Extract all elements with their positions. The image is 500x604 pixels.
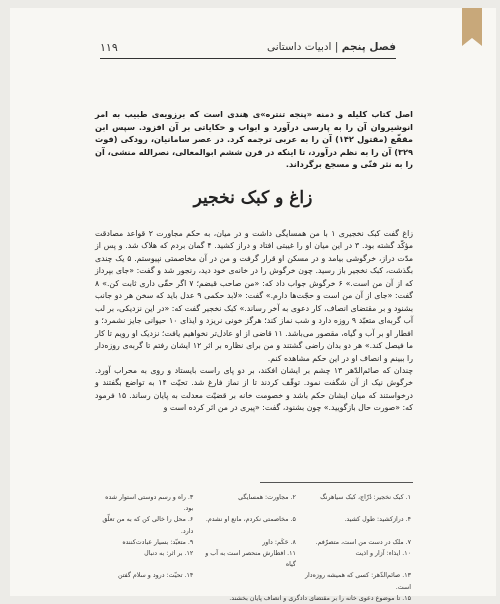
bookmark-icon[interactable] [462, 8, 482, 38]
footnotes [100, 492, 411, 604]
story-paragraph: زاغ گفت کبک نخجیری ۱ با من همسایگی داشت و در میان، به حکم مجاورت ۲ قواعد مصادقت مؤکّد گشته بود. ۳ در این میان او را غیبتی افتاد و دراز کشید. ۴ گمان بردم که هلاک شد. و پس از مدّت دراز، خرگوشی بیامد و در مسکن او قرار گرفت و من در آن مخاصمتی نپیوستم. ۵ یک چندی بگذشت، کبک نخجیر باز رسید. چون خرگوش را در خانه‌ی خود دید، رنجور شد و گفت: «جای بپرداز که از آن من است.» ۶ خرگوش جواب داد که: «من صاحب قبضم؛ ۷ اگر حقّی داری ثابت کن.» ۸ گفت: «جای از آن من است و حجّت‌ها دارم.» گفت: «لابد حکمی ۹ عدل باید که سخن هر دو جانب بشنود و بر مقتضای انصاف، کار دعوی به آخر رساند.» کبک نخجیر گفت که: «در این نزدیکی، بر لب آب گربه‌ای متعبّد ۹ روزه دارد و شب نماز کند؛ هرگز خونی نریزد و ایذای ۱۰ حیوانی جایز نشمرد؛ و افطار او بر آب و گیاه، مقصور می‌باشد. ۱۱ قاضی از او عادل‌تر نخواهیم یافت؛ نزدیک او رویم تا کار ما فیصل کند.» هر دو بدان راضی گشتند و من برای نظاره بر اثر ۱۲ ایشان رفتم تا گربه‌ی روزه‌دار را ببینم و انصاف او در این حکم مشاهده کنم. [95, 229, 414, 363]
footnote: ۳. راه و رسم دوستی استوار شده بود. [105, 494, 194, 513]
page-header [100, 36, 396, 59]
footnote: ۱۰. ایذاء: آزار و اذیت [355, 550, 411, 558]
footnote-row [100, 570, 411, 592]
footnote: ۹. متعبّد: بسیار عبادت‌کننده [122, 538, 194, 546]
story-title: زاغ و کبک نخجیر [193, 188, 313, 208]
footnote-row [100, 537, 411, 548]
footnote-row [100, 492, 411, 514]
story-paragraph: چندان که صائم‌الدّهر ۱۳ چشم بر ایشان افکند، بر دو پای راست بایستاد و روی به محراب آورد. خرگوش نیک از آن شگفت نمود. توقّف کردند تا از نماز فارغ شد. تحیّت ۱۴ به تواضع بگفتند و درخواستند که میان ایشان حکم باشد و خصومت خانه بر قضیّت معدلت به پایان رساند. ۱۵ فرمود که: «صورت حال بازگویید.» چون بشنود، گفت: «پیری در من اثر کرده است و [95, 365, 414, 413]
footnote: ۷. ملک در دست من است، متصرّفم. [315, 538, 411, 546]
section-label: ادبیات داستانی [266, 41, 332, 53]
chapter-label: فصل پنجم [341, 41, 396, 53]
footnote-row [100, 548, 411, 570]
footnote: ۶. محل را خالی کن که به من تعلّق دارد. [102, 516, 194, 535]
footnote: ۲. مجاورت: همسایگی [238, 494, 296, 501]
footnote: ۱۵. تا موضوع دعوی خانه را بر مقتضای دادگری و انصاف پایان بخشند. [229, 594, 411, 602]
footnote: ۱. کبک نخجیر: دُرّاج، کبک سیاهرنگ [320, 494, 411, 501]
footnote: ۵. مخاصمتی نکردم، مانع او نشدم. [205, 516, 296, 524]
book-page [10, 8, 496, 602]
footnote: ۸. حَکَم: داور [262, 538, 296, 546]
footnote: ۱۱. افطارش منحصر است به آب و گیاه [205, 550, 296, 569]
footnote-divider [260, 482, 413, 483]
intro-paragraph: اصل کتاب کلیله و دمنه «پنجه تنتره»ی هندی است که برزویه‌ی طبیب به امر انوشیروان آن را به پارسی درآورد و ابواب و حکایاتی بر آن افزود. سپس ابن مقفّع (مقتول ۱۴۲) آن را به عربی ترجمه کرد. در عصر سامانیان، رودکی (فوت ۳۲۹) آن را به نظم درآورد، تا اینکه در قرن ششم ابوالمعالی، نصرالله منشی، آن را به نثر فنّی و مسجع برگرداند. [95, 109, 413, 169]
footnote: ۴. درازکشید: طول کشید. [344, 516, 411, 524]
footnote [193, 570, 296, 592]
footnote-row [100, 514, 411, 536]
running-head [267, 41, 396, 53]
header-separator: | [334, 41, 339, 53]
footnote: ۱۳. صائم‌الدّهر: کسی که همیشه روزه‌دار است. [305, 572, 411, 591]
page-number: ۱۱۹ [100, 40, 118, 54]
footnote: ۱۲. بر اثر: به دنبال [144, 550, 194, 558]
footnote: ۱۴. تحیّت: درود و سلام گفتن [117, 572, 194, 580]
story-body [95, 228, 413, 415]
